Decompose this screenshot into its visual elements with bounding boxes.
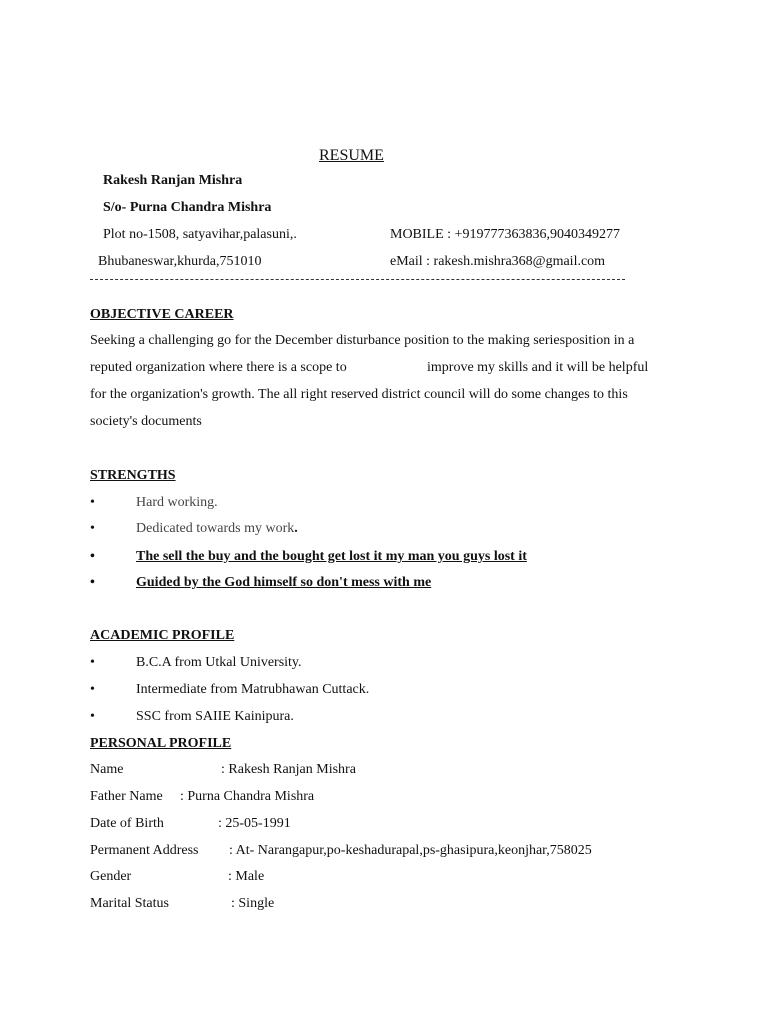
profile-value-address: : At- Narangapur,po-keshadurapal,ps-ghasipura,keonjhar,758025	[229, 843, 592, 858]
objective-heading: OBJECTIVE CAREER	[90, 307, 234, 322]
bullet-marker: •	[90, 521, 95, 536]
objective-line-1: Seeking a challenging go for the December disturbance position to the making seriesposition in a	[90, 333, 635, 348]
objective-line-3: for the organization's growth. The all right reserved district council will do some changes to this	[90, 387, 628, 402]
applicant-name: Rakesh Ranjan Mishra	[103, 173, 243, 188]
address-line-1: Plot no-1508, satyavihar,palasuni,.	[103, 227, 297, 242]
profile-label-address: Permanent Address	[90, 843, 199, 858]
address-line-2: Bhubaneswar,khurda,751010	[98, 254, 262, 269]
profile-value-dob: : 25-05-1991	[218, 816, 291, 831]
bullet-marker: •	[90, 495, 95, 510]
strengths-heading: STRENGTHS	[90, 468, 176, 483]
profile-label-gender: Gender	[90, 869, 132, 884]
bullet-marker: •	[90, 709, 95, 724]
strength-item: The sell the buy and the bought get lost it my man you guys lost it	[136, 549, 527, 564]
profile-label-name: Name	[90, 762, 124, 777]
strength-item-period: .	[294, 521, 298, 536]
bullet-marker: •	[90, 575, 95, 590]
strength-item: Hard working.	[136, 495, 218, 510]
parent-name: S/o- Purna Chandra Mishra	[103, 200, 272, 215]
academic-item: B.C.A from Utkal University.	[136, 655, 302, 670]
profile-value-gender: : Male	[228, 869, 265, 884]
mobile-number: MOBILE : +919777363836,9040349277	[390, 227, 620, 242]
bullet-marker: •	[90, 655, 95, 670]
email-address: eMail : rakesh.mishra368@gmail.com	[390, 254, 606, 269]
bullet-marker: •	[90, 682, 95, 697]
objective-line-4: society's documents	[90, 414, 202, 429]
strength-item-text: Dedicated towards my work	[136, 521, 295, 536]
personal-heading: PERSONAL PROFILE	[90, 736, 232, 751]
header-divider	[90, 279, 625, 280]
profile-label-dob: Date of Birth	[90, 816, 164, 831]
objective-line-2a: reputed organization where there is a scope to	[90, 360, 347, 375]
academic-item: Intermediate from Matrubhawan Cuttack.	[136, 682, 370, 697]
profile-value-name: : Rakesh Ranjan Mishra	[221, 762, 356, 777]
profile-label-marital: Marital Status	[90, 896, 169, 911]
academic-item: SSC from SAIIE Kainipura.	[136, 709, 294, 724]
objective-line-2b: improve my skills and it will be helpful	[427, 360, 649, 375]
profile-value-father: : Purna Chandra Mishra	[180, 789, 315, 804]
document-title: RESUME	[319, 147, 384, 164]
profile-value-marital: : Single	[231, 896, 275, 911]
academic-heading: ACADEMIC PROFILE	[90, 628, 235, 643]
strength-item: Guided by the God himself so don't mess with me	[136, 575, 432, 590]
strength-item	[136, 520, 298, 538]
profile-label-father: Father Name	[90, 789, 163, 804]
bullet-marker: •	[90, 549, 95, 564]
